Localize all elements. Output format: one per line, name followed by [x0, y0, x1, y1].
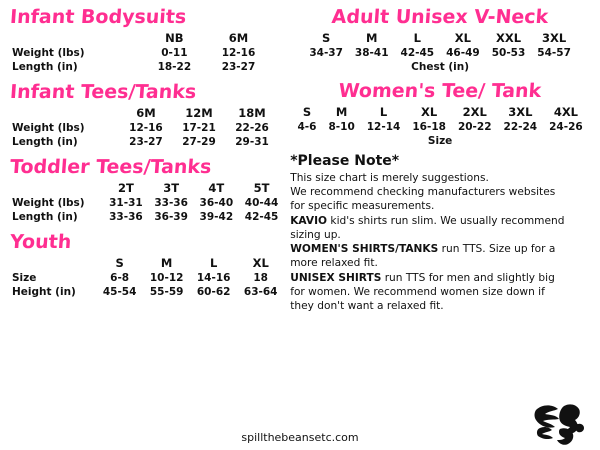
column-header: XL — [421, 104, 438, 119]
column-header: M — [160, 255, 173, 270]
table-row — [291, 120, 588, 134]
row-label: Length (in) — [12, 135, 78, 148]
section-title: Women's Tee/ Tank — [338, 79, 543, 102]
cell: 18-22 — [157, 60, 192, 73]
table-row — [10, 210, 284, 224]
cell: 22-26 — [235, 121, 269, 134]
note-line-emphasis: WOMEN'S SHIRTS/TANKS — [290, 243, 439, 256]
cell: 38-41 — [354, 46, 389, 59]
column-header-pad — [279, 105, 285, 121]
cell: 8-10 — [328, 120, 355, 133]
cell: 23-27 — [221, 60, 256, 73]
note-line-emphasis: KAVIO — [290, 214, 328, 227]
section-infant-bodysuits — [10, 8, 284, 74]
table-header-row — [10, 30, 284, 46]
left-column — [10, 8, 288, 450]
note-line-text: kid's shirts run slim. We usually recommend — [327, 214, 565, 227]
cell: 36-39 — [154, 210, 188, 223]
column-header: S — [302, 104, 312, 119]
column-header: M — [335, 104, 348, 119]
note-line-text: run TTS for men and slightly big — [381, 271, 555, 284]
cell: 39-42 — [199, 210, 234, 223]
column-header: 12M — [185, 105, 213, 120]
table-row — [10, 46, 284, 60]
note-line-text: for specific measurements. — [290, 200, 435, 213]
section-adult-unisex-vneck — [290, 8, 590, 73]
row-label: Weight (lbs) — [12, 196, 85, 209]
section-title: Toddler Tees/Tanks — [9, 155, 213, 178]
cell: 22-24 — [503, 120, 538, 133]
column-header: 3XL — [508, 104, 533, 119]
cell: 10-12 — [149, 271, 184, 284]
cell: 50-53 — [491, 46, 526, 59]
cell: 12-16 — [221, 46, 256, 59]
table-caption: Chest (in) — [411, 60, 470, 73]
column-header: L — [379, 104, 388, 119]
cell: 42-45 — [244, 210, 279, 223]
cell: 40-44 — [244, 196, 279, 209]
size-table — [10, 255, 284, 299]
note-line — [290, 272, 590, 285]
header-spacer — [10, 30, 142, 46]
cell: 16-18 — [412, 120, 446, 133]
column-header: XL — [454, 30, 471, 45]
cell: 24-26 — [549, 120, 583, 133]
cell-pad — [279, 135, 285, 149]
header-spacer — [10, 255, 96, 271]
column-header: 2T — [117, 180, 134, 195]
note-line — [290, 172, 590, 185]
cell: 42-45 — [400, 46, 435, 59]
note-line — [290, 257, 590, 270]
cell: 4-6 — [297, 120, 317, 133]
column-header: M — [365, 30, 378, 45]
table-row — [10, 271, 284, 285]
cell: 23-27 — [129, 135, 163, 148]
header-spacer — [10, 105, 119, 121]
note-line — [290, 215, 590, 228]
footer-url: spillthebeansetc.com — [241, 431, 359, 444]
size-table — [10, 30, 284, 74]
cell: 34-37 — [309, 46, 343, 59]
table-header-row — [10, 105, 284, 121]
column-header: 2XL — [462, 104, 487, 119]
note-line-text: they don't want a relaxed fit. — [290, 299, 444, 312]
column-header: XL — [252, 255, 269, 270]
note-line — [290, 186, 590, 199]
column-header: 5T — [253, 180, 270, 195]
note-line-text: sizing up. — [290, 228, 341, 241]
table-header-row — [291, 104, 588, 120]
column-header: L — [210, 255, 218, 270]
column-header: 3T — [163, 180, 180, 195]
cell: 18 — [253, 271, 268, 284]
row-label: Weight (lbs) — [12, 121, 85, 134]
header-spacer — [10, 180, 103, 196]
column-header: 4XL — [553, 104, 579, 119]
cell: 31-31 — [109, 196, 143, 209]
column-header: XXL — [495, 30, 522, 45]
row-label: Height (in) — [12, 285, 76, 298]
cell: 54-57 — [537, 46, 571, 59]
cell-pad — [271, 46, 278, 60]
section-womens-tee-tank — [290, 79, 590, 147]
column-header: 3XL — [541, 30, 567, 45]
cell-pad — [277, 46, 284, 60]
table-header-row — [303, 30, 577, 46]
column-header: 4T — [208, 180, 225, 195]
row-label: Weight (lbs) — [12, 46, 85, 59]
column-header-pad — [277, 30, 284, 46]
section-title: Infant Tees/Tanks — [9, 80, 198, 103]
right-column — [288, 8, 590, 450]
row-label: Size — [12, 271, 37, 284]
cell: 63-64 — [243, 285, 278, 298]
section-toddler-tees-tanks — [9, 155, 284, 224]
cell: 17-21 — [182, 121, 216, 134]
cell: 33-36 — [109, 210, 143, 223]
note-line-text: for women. We recommend women size down if — [290, 285, 545, 298]
section-title: Youth — [9, 230, 73, 253]
cell: 46-49 — [446, 46, 480, 59]
note-line-text: This size chart is merely suggestions. — [290, 171, 489, 184]
cell: 20-22 — [457, 120, 492, 133]
table-header-row — [10, 255, 284, 271]
section-youth — [9, 230, 284, 299]
cell: 45-54 — [102, 285, 137, 298]
cell: 6-8 — [110, 271, 130, 284]
note-line-text: We recommend checking manufacturers websites — [290, 186, 556, 199]
cell: 12-16 — [129, 121, 163, 134]
note-line-text: run TTS. Size up for a — [438, 243, 556, 256]
row-label: Length (in) — [12, 210, 78, 223]
table-row — [10, 121, 284, 135]
cell: 27-29 — [182, 135, 216, 148]
table-caption: Size — [427, 134, 453, 147]
cell: 0-11 — [161, 46, 188, 59]
table-row — [10, 60, 284, 74]
column-header: 18M — [238, 105, 266, 120]
cell: 14-16 — [196, 271, 231, 284]
table-header-row — [10, 180, 284, 196]
note-heading: *Please Note* — [290, 152, 400, 169]
table-row — [10, 285, 284, 299]
cell: 12-14 — [366, 120, 401, 133]
section-infant-tees-tanks — [9, 80, 284, 149]
size-table — [10, 180, 284, 224]
row-label: Length (in) — [12, 60, 78, 73]
note-line — [290, 229, 590, 242]
section-title: Infant Bodysuits — [9, 6, 188, 28]
column-header: 6M — [228, 30, 249, 45]
cell: 29-31 — [235, 135, 269, 148]
please-note-block — [290, 153, 590, 313]
column-header: S — [115, 255, 124, 270]
column-header: S — [321, 30, 331, 45]
cell-pad — [277, 60, 284, 74]
note-line — [290, 243, 590, 256]
note-line-text: more relaxed fit. — [290, 257, 378, 270]
note-line — [290, 200, 590, 213]
note-line — [290, 300, 590, 313]
cell: 36-40 — [199, 196, 234, 209]
table-row — [303, 46, 577, 60]
cell: 60-62 — [196, 285, 231, 298]
column-header: L — [413, 30, 421, 45]
table-row — [10, 135, 284, 149]
size-table — [291, 104, 588, 134]
column-header: 6M — [136, 105, 156, 120]
note-line-emphasis: UNISEX SHIRTS — [290, 271, 382, 284]
brand-logo — [530, 402, 592, 446]
cell-pad — [271, 60, 278, 74]
column-header: NB — [165, 30, 184, 45]
note-line — [290, 286, 590, 299]
cell: 55-59 — [149, 285, 184, 298]
table-row — [10, 196, 284, 210]
cell: 33-36 — [154, 196, 188, 209]
size-table — [10, 105, 284, 149]
column-header-pad — [271, 30, 278, 46]
cell-pad — [279, 121, 285, 135]
size-table — [303, 30, 577, 60]
section-title: Adult Unisex V-Neck — [331, 6, 550, 28]
